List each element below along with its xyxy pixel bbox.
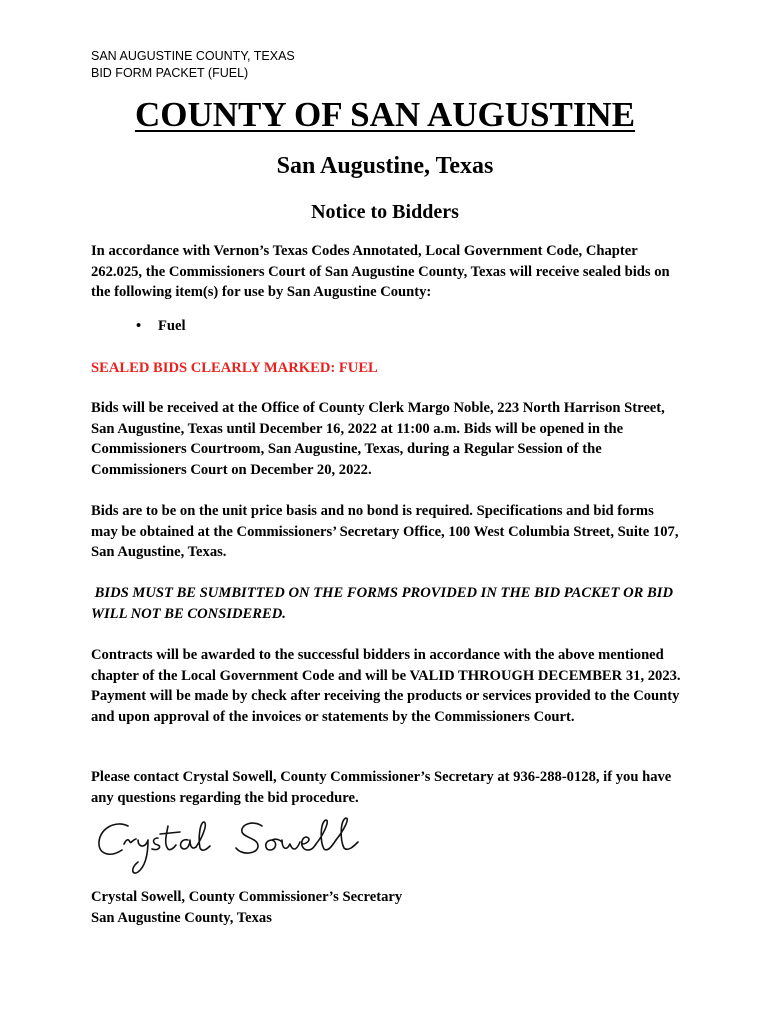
signatory-name-title: Crystal Sowell, County Commissioner’s Secretary (91, 889, 403, 905)
receipt-paragraph: Bids will be received at the Office of County Clerk Margo Noble, 223 North Harrison Street, San Augustine, Texas until December 16, 2022 at 11:00 a.m. Bids will be opened in the Commissioners Courtroom, San Augustine, Texas, during a Regular Session of the Commissioners Court on December 20, 2022. (91, 400, 665, 478)
header-county: SAN AUGUSTINE COUNTY, TEXAS (91, 49, 295, 63)
document-title: COUNTY OF SAN AUGUSTINE (134, 95, 636, 134)
warning-paragraph (91, 583, 681, 624)
item-list (136, 316, 186, 337)
handwritten-signature (92, 814, 382, 884)
signatory-location: San Augustine County, Texas (91, 909, 272, 926)
document-subtitle: San Augustine, Texas (276, 153, 494, 179)
sealed-bids-notice: SEALED BIDS CLEARLY MARKED: FUEL (91, 360, 378, 376)
bullet-icon: • (136, 318, 142, 334)
warning-text: BIDS MUST BE SUMBITTED ON THE FORMS PROVIDED IN THE BID PACKET OR BID WILL NOT BE CONSIDERED. (91, 585, 673, 622)
pricing-paragraph: Bids are to be on the unit price basis and no bond is required. Specifications and bid forms may be obtained at the Commissioners’ Secretary Office, 100 West Columbia Street, Suite 107, San Augustine, Texas. (91, 503, 679, 560)
contact-paragraph: Please contact Crystal Sowell, County Commissioner’s Secretary at 936-288-0128, if you have any questions regarding the bid procedure. (91, 769, 672, 806)
intro-paragraph: In accordance with Vernon’s Texas Codes Annotated, Local Government Code, Chapter 262.025, the Commissioners Court of San Augustine County, Texas will receive sealed bids on the following item(s) for use by San Augustine County: (91, 243, 670, 300)
signature-block (91, 887, 681, 928)
list-item: Fuel (158, 318, 186, 334)
contracts-paragraph: Contracts will be awarded to the successful bidders in accordance with the above mentioned chapter of the Local Government Code and will be VALID THROUGH DECEMBER 31, 2023. Payment will be made by check after receiving the products or services provided to the County and upon approval of the invoices or statements by the Commissioners Court. (91, 647, 681, 725)
page-header (91, 48, 295, 82)
header-packet: BID FORM PACKET (FUEL) (91, 66, 249, 80)
notice-heading: Notice to Bidders (311, 201, 459, 223)
